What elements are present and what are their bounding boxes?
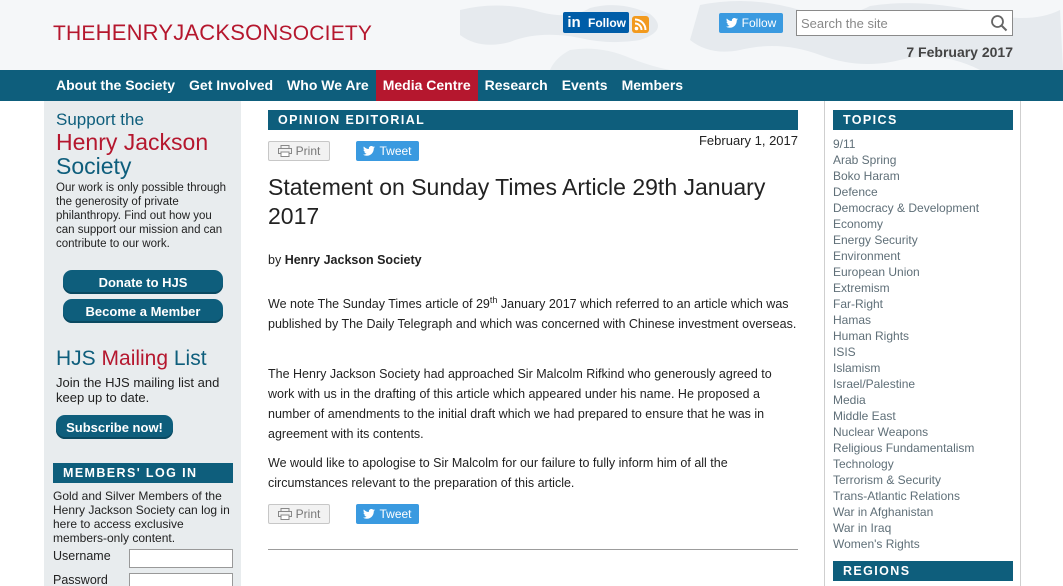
topic-link[interactable]: Boko Haram — [833, 169, 900, 183]
logo-the: THE — [53, 22, 96, 45]
search-input[interactable] — [797, 11, 977, 35]
nav-item-research[interactable]: Research — [484, 77, 548, 93]
topic-link[interactable]: War in Iraq — [833, 521, 892, 535]
nav-item-members[interactable]: Members — [621, 77, 684, 93]
topic-link[interactable]: ISIS — [833, 345, 856, 359]
byline-author[interactable]: Henry Jackson Society — [284, 253, 422, 267]
become-member-button[interactable]: Become a Member — [63, 299, 223, 323]
section-heading: OPINION EDITORIAL — [268, 110, 798, 130]
nav-item-who-we-are[interactable]: Who We Are — [287, 77, 369, 93]
donate-button[interactable]: Donate to HJS — [63, 270, 223, 294]
article-title: Statement on Sunday Times Article 29th January 2017 — [268, 174, 766, 229]
support-line-3: Society — [56, 153, 132, 179]
topics-list — [833, 136, 979, 552]
topic-link[interactable]: Religious Fundamentalism — [833, 441, 975, 455]
article-date: February 1, 2017 — [698, 133, 798, 148]
twitter-bird-icon — [363, 146, 375, 156]
twitter-bird-icon — [726, 18, 738, 28]
article-divider — [268, 549, 798, 550]
topic-link[interactable]: Hamas — [833, 313, 872, 327]
article-paragraph: The Henry Jackson Society had approached Sir Malcolm Rifkind who generously agreed to work with us in the drafting of this article which appeared under his name. He proposed a number of amendments to the initial draft which we had prepared to ensure that he was in agreement with its contents. — [268, 367, 772, 441]
nav-item-events[interactable]: Events — [561, 77, 608, 93]
topic-link[interactable]: Energy Security — [833, 233, 918, 247]
print-label: Print — [295, 507, 321, 521]
topic-link[interactable]: Economy — [833, 217, 884, 231]
tweet-label: Tweet — [379, 144, 412, 158]
support-heading — [56, 111, 208, 178]
mailing-title-mailing: Mailing — [101, 347, 169, 370]
tweet-button-bottom[interactable] — [356, 504, 419, 524]
mailing-list-heading — [56, 347, 207, 371]
members-login-heading: MEMBERS' LOG IN — [53, 463, 233, 483]
support-text: Our work is only possible through the generosity of private philanthropy. Find out how you can support our mission and can contribute to our work. — [56, 182, 227, 250]
left-sidebar — [44, 101, 241, 586]
topic-link[interactable]: European Union — [833, 265, 920, 279]
current-date: 7 February 2017 — [906, 44, 1013, 60]
members-login-text: Gold and Silver Members of the Henry Jackson Society can log in here to access exclusive members-only content. — [53, 489, 230, 545]
printer-icon — [278, 145, 292, 157]
topic-link[interactable]: Nuclear Weapons — [833, 425, 929, 439]
print-label: Print — [295, 144, 321, 158]
topic-link[interactable]: Far-Right — [833, 297, 884, 311]
nav-item-get-involved[interactable]: Get Involved — [189, 77, 274, 93]
topic-link[interactable]: War in Afghanistan — [833, 505, 934, 519]
subscribe-button[interactable]: Subscribe now! — [56, 415, 173, 439]
print-button-bottom[interactable] — [268, 504, 330, 524]
topic-link[interactable]: Extremism — [833, 281, 890, 295]
main-nav — [0, 70, 1063, 101]
topics-heading: TOPICS — [833, 110, 1013, 130]
topic-link[interactable]: Media — [833, 393, 866, 407]
search-box — [796, 10, 1013, 36]
mailing-title-list: List — [168, 347, 207, 370]
topic-link[interactable]: Women's Rights — [833, 537, 920, 551]
topic-link[interactable]: 9/11 — [833, 137, 856, 151]
article-main — [268, 101, 798, 586]
byline — [268, 253, 422, 267]
topic-link[interactable]: Islamism — [833, 361, 881, 375]
topic-link[interactable]: Human Rights — [833, 329, 910, 343]
twitter-follow-label: Follow — [741, 16, 777, 30]
printer-icon — [278, 508, 292, 520]
paragraph-1-end: January 2017 which referred to an article which was published by The Daily Telegraph and which was concerned with Chinese investment overseas. — [268, 297, 797, 331]
topic-link[interactable]: Israel/Palestine — [833, 377, 916, 391]
support-line-2: Henry Jackson — [56, 129, 209, 155]
support-line-1: Support the — [56, 110, 144, 129]
twitter-follow-button[interactable] — [719, 13, 783, 33]
search-icon[interactable] — [990, 14, 1008, 32]
tweet-label: Tweet — [379, 507, 412, 521]
topic-link[interactable]: Terrorism & Security — [833, 473, 942, 487]
password-input[interactable] — [129, 573, 233, 586]
topic-link[interactable]: Middle East — [833, 409, 896, 423]
linkedin-follow-label: Follow — [588, 15, 626, 30]
right-sidebar — [824, 101, 1021, 586]
linkedin-follow-button[interactable] — [563, 12, 629, 33]
username-label: Username — [53, 549, 111, 563]
username-input[interactable] — [129, 549, 233, 568]
article-paragraph — [268, 294, 798, 334]
mailing-list-text: Join the HJS mailing list and keep up to date. — [56, 375, 220, 405]
site-logo[interactable] — [53, 20, 372, 46]
site-header — [0, 0, 1063, 70]
topic-link[interactable]: Defence — [833, 185, 878, 199]
nav-item-about-the-society[interactable]: About the Society — [56, 77, 176, 93]
topic-link[interactable]: Trans-Atlantic Relations — [833, 489, 960, 503]
byline-prefix: by — [268, 253, 285, 267]
topic-link[interactable]: Environment — [833, 249, 901, 263]
topic-link[interactable]: Technology — [833, 457, 894, 471]
tweet-button-top[interactable] — [356, 141, 419, 161]
article-paragraph: We would like to apologise to Sir Malcolm for our failure to fully inform him of all the circumstances relevant to the preparation of this article. — [268, 456, 728, 490]
linkedin-icon: in — [567, 14, 581, 31]
nav-item-media-centre[interactable]: Media Centre — [376, 70, 478, 101]
print-button-top[interactable] — [268, 141, 330, 161]
password-label: Password — [53, 573, 108, 586]
paragraph-1-ordinal: th — [489, 294, 498, 305]
topic-link[interactable]: Democracy & Development — [833, 201, 980, 215]
rss-icon[interactable] — [632, 16, 649, 33]
logo-name: HENRYJACKSON — [95, 20, 279, 45]
paragraph-1-start: We note The Sunday Times article of 29 — [268, 297, 490, 311]
topic-link[interactable]: Arab Spring — [833, 153, 897, 167]
regions-heading: REGIONS — [833, 561, 1013, 581]
logo-society: SOCIETY — [278, 22, 373, 45]
twitter-bird-icon — [363, 509, 375, 519]
mailing-title-hjs: HJS — [56, 347, 102, 370]
